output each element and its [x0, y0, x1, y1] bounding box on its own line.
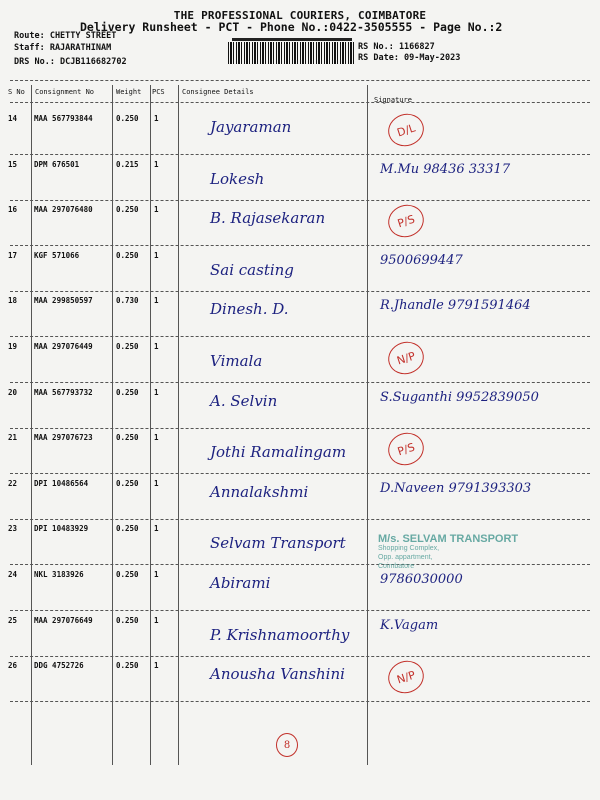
row-consignee-name: Abirami — [210, 574, 271, 592]
table-row — [0, 614, 600, 660]
row-sno: 21 — [8, 433, 18, 443]
row-signature: R.Jhandle 9791591464 — [380, 298, 531, 314]
row-pcs: 1 — [154, 661, 159, 671]
stamp-company-name: M/s. SELVAM TRANSPORT — [378, 533, 519, 545]
stamp-line: Shopping Complex, — [378, 545, 440, 552]
row-delivery-stamp: D/L — [384, 109, 428, 151]
row-consignee-name: Annalakshmi — [210, 482, 309, 501]
row-sno: 14 — [8, 114, 18, 123]
row-pcs: 1 — [154, 296, 159, 306]
row-pcs: 1 — [154, 114, 159, 123]
col-header-pcs: PCS — [152, 88, 165, 96]
row-sno: 18 — [8, 296, 18, 306]
row-pcs: 1 — [154, 570, 159, 579]
row-sno: 19 — [8, 342, 18, 351]
table-row — [0, 203, 600, 249]
row-weight: 0.250 — [116, 524, 139, 534]
row-sno: 25 — [8, 615, 18, 625]
col-header-sno: S No — [8, 88, 25, 96]
row-weight: 0.250 — [116, 205, 139, 215]
table-row — [0, 249, 600, 295]
row-pcs: 1 — [154, 250, 159, 260]
row-signature: K.Vagam — [380, 617, 439, 633]
col-header-weight: Weight — [116, 88, 142, 96]
row-sno: 17 — [8, 250, 18, 260]
row-consignee-name: Anousha Vanshini — [210, 665, 345, 684]
row-weight: 0.250 — [116, 478, 139, 488]
row-consignment-no: DPI 10486564 — [34, 478, 89, 488]
row-pcs: 1 — [154, 433, 159, 443]
row-consignment-no: KGF 571066 — [34, 250, 80, 260]
row-divider — [10, 336, 590, 337]
table-row — [0, 158, 600, 204]
stamp-line: Opp. appartment, — [378, 554, 433, 561]
row-weight: 0.250 — [116, 433, 139, 443]
row-signature: S.Suganthi 9952839050 — [380, 389, 539, 405]
row-divider — [10, 382, 590, 383]
table-row — [0, 477, 600, 523]
row-signature: M.Mu 98436 33317 — [380, 161, 511, 177]
row-pcs: 1 — [154, 205, 159, 215]
barcode — [228, 42, 354, 64]
row-weight: 0.250 — [116, 250, 139, 260]
row-sno: 26 — [8, 661, 18, 671]
row-consignee-name: P. Krishnamoorthy — [210, 625, 350, 644]
row-consignment-no: DPM 676501 — [34, 159, 80, 169]
row-consignment-no: DDG 4752726 — [34, 661, 84, 671]
row-consignee-name: Sai casting — [210, 260, 294, 279]
row-divider — [10, 154, 590, 155]
row-divider — [10, 610, 590, 611]
col-header-consignee: Consignee Details — [182, 88, 254, 96]
row-consignment-no: MAA 567793732 — [34, 387, 93, 397]
row-sno: 22 — [8, 478, 18, 488]
row-pcs: 1 — [154, 342, 159, 351]
row-delivery-stamp: P/S — [384, 428, 428, 470]
row-weight: 0.250 — [116, 387, 139, 397]
col-header-consignment: Consignment No — [35, 88, 95, 96]
row-signature: 9786030000 — [380, 572, 463, 587]
row-consignee-name: A. Selvin — [210, 391, 278, 410]
row-pcs: 1 — [154, 615, 159, 625]
row-consignee-name: Lokesh — [210, 169, 265, 188]
row-consignee-name: Jothi Ramalingam — [210, 443, 347, 462]
row-divider — [10, 200, 590, 201]
col-header-signature: Signature — [374, 96, 412, 104]
row-divider — [10, 701, 590, 702]
runsheet-subtitle: Delivery Runsheet - PCT - Phone No.:0422-3505555 - Page No.:2 — [80, 20, 503, 34]
drs-number: DRS No.: DCJB116682702 — [14, 57, 127, 67]
row-divider — [10, 519, 590, 520]
circled-mark: 8 — [276, 733, 298, 757]
row-weight: 0.730 — [116, 296, 139, 306]
company-title: THE PROFESSIONAL COURIERS, COIMBATORE — [173, 9, 427, 22]
row-consignee-name: Dinesh. D. — [210, 300, 289, 319]
route-label: Route: CHETTY STREET — [14, 31, 117, 41]
row-weight: 0.250 — [116, 342, 139, 351]
table-row — [0, 659, 600, 705]
stamp-line: Coimbatore — [378, 563, 415, 570]
row-sno: 20 — [8, 387, 18, 397]
company-rubber-stamp — [378, 535, 558, 587]
row-signature: D.Naveen 9791393303 — [380, 480, 532, 496]
staff-label: Staff: RAJARATHINAM — [14, 43, 112, 53]
rs-number: RS No.: 1166827 — [358, 42, 435, 52]
header-divider — [10, 80, 590, 81]
row-delivery-stamp: P/S — [384, 200, 428, 242]
row-divider — [10, 245, 590, 246]
row-sno: 23 — [8, 524, 18, 534]
row-divider — [10, 656, 590, 657]
row-consignment-no: MAA 297076480 — [34, 205, 93, 215]
row-consignment-no: MAA 297076449 — [34, 342, 93, 351]
row-weight: 0.215 — [116, 159, 139, 169]
row-consignee-name: Jayaraman — [210, 118, 292, 136]
row-sno: 16 — [8, 205, 18, 215]
row-consignment-no: NKL 3183926 — [34, 570, 84, 579]
table-row — [0, 112, 600, 158]
row-consignment-no: MAA 567793844 — [34, 114, 93, 123]
row-consignee-name: B. Rajasekaran — [210, 209, 326, 228]
table-row — [0, 431, 600, 477]
rs-date: RS Date: 09-May-2023 — [358, 53, 461, 63]
row-pcs: 1 — [154, 159, 159, 169]
column-header-divider — [10, 102, 590, 103]
row-divider — [10, 473, 590, 474]
row-pcs: 1 — [154, 478, 159, 488]
row-consignment-no: MAA 297076649 — [34, 615, 93, 625]
row-divider — [10, 291, 590, 292]
row-delivery-stamp: N/P — [384, 337, 428, 379]
row-weight: 0.250 — [116, 570, 139, 579]
table-row — [0, 386, 600, 432]
row-sno: 24 — [8, 570, 18, 579]
row-weight: 0.250 — [116, 615, 139, 625]
row-pcs: 1 — [154, 387, 159, 397]
barcode-top-bar — [232, 38, 352, 41]
table-row — [0, 294, 600, 340]
row-consignee-name: Selvam Transport — [210, 534, 346, 553]
row-consignment-no: MAA 297076723 — [34, 433, 93, 443]
row-delivery-stamp: N/P — [384, 656, 428, 698]
row-consignee-name: Vimala — [210, 352, 263, 370]
row-consignment-no: MAA 299850597 — [34, 296, 93, 306]
row-signature: 9500699447 — [380, 252, 463, 268]
row-weight: 0.250 — [116, 661, 139, 671]
row-pcs: 1 — [154, 524, 159, 534]
row-divider — [10, 428, 590, 429]
table-row — [0, 340, 600, 386]
row-sno: 15 — [8, 159, 18, 169]
row-weight: 0.250 — [116, 114, 139, 123]
row-consignment-no: DPI 10483929 — [34, 524, 89, 534]
